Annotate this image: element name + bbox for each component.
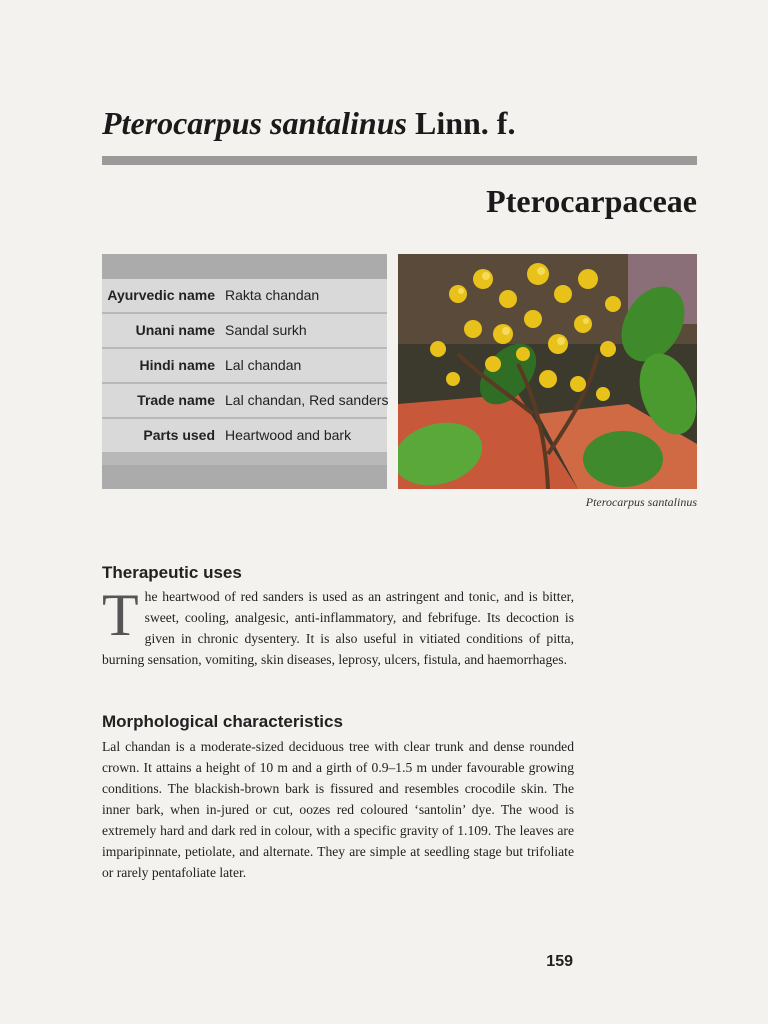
morphology-text: Lal chandan is a moderate-sized deciduous tree with clear trunk and dense rounded crown. It attains a height of 10 m and a girth of 0.9–1.5 m under favourable growing conditions. The blackish-brown bark is fissured and resembles crocodile skin. The inner bark, when in-jured or cut, oozes red coloured ‘santolin’ dye. The wood is extremely hard and dark red in colour, with a specific gravity of 1.109. The leaves are imparipinnate, petiolate, and alternate. They are simple at seedling stage but trifoliate or rarely pentafoliate later. — [102, 739, 574, 880]
names-panel — [102, 254, 387, 489]
name-row-label: Ayurvedic name — [107, 287, 215, 303]
name-row-trade — [102, 384, 387, 417]
names-panel-top-band — [102, 254, 387, 279]
name-row-value: Heartwood and bark — [225, 427, 352, 443]
title-rule — [102, 156, 697, 165]
plant-photo-illustration — [398, 254, 697, 489]
names-panel-bottom-band — [102, 465, 387, 489]
species-authority: Linn. f. — [414, 105, 516, 141]
name-row-label: Unani name — [135, 322, 215, 338]
name-row-hindi — [102, 349, 387, 382]
therapeutic-text — [102, 582, 574, 670]
name-row-label: Hindi name — [139, 357, 215, 373]
name-row-parts-used — [102, 419, 387, 452]
name-row-unani — [102, 314, 387, 347]
name-row-value: Lal chandan, Red sanders — [225, 392, 389, 408]
family-name: Pterocarpaceae — [486, 183, 697, 219]
species-name: Pterocarpus santalinus — [102, 105, 407, 141]
name-row-label: Trade name — [137, 392, 215, 408]
page-number: 159 — [546, 953, 573, 970]
name-row-value: Sandal surkh — [225, 322, 307, 338]
name-row-value: Lal chandan — [225, 357, 302, 373]
therapeutic-body: he heartwood of red sanders is used as an astringent and tonic, and is bitter, sweet, cooling, analgesic, anti-inflammatory, and febrifuge. Its decoction is given in chronic dysentery. It is also useful in vitiated conditions of pitta, burning sensation, vomiting, skin diseases, leprosy, ulcers, fistula, and haemorrhages. — [102, 589, 574, 667]
plant-photo — [398, 254, 697, 489]
figure-caption: Pterocarpus santalinus — [585, 495, 697, 509]
therapeutic-heading: Therapeutic uses — [102, 563, 242, 582]
drop-cap: T — [102, 582, 139, 648]
name-row-label: Parts used — [143, 427, 215, 443]
name-row-ayurvedic — [102, 279, 387, 312]
morphology-heading: Morphological characteristics — [102, 712, 343, 731]
page-title — [102, 100, 515, 146]
name-row-value: Rakta chandan — [225, 287, 320, 303]
